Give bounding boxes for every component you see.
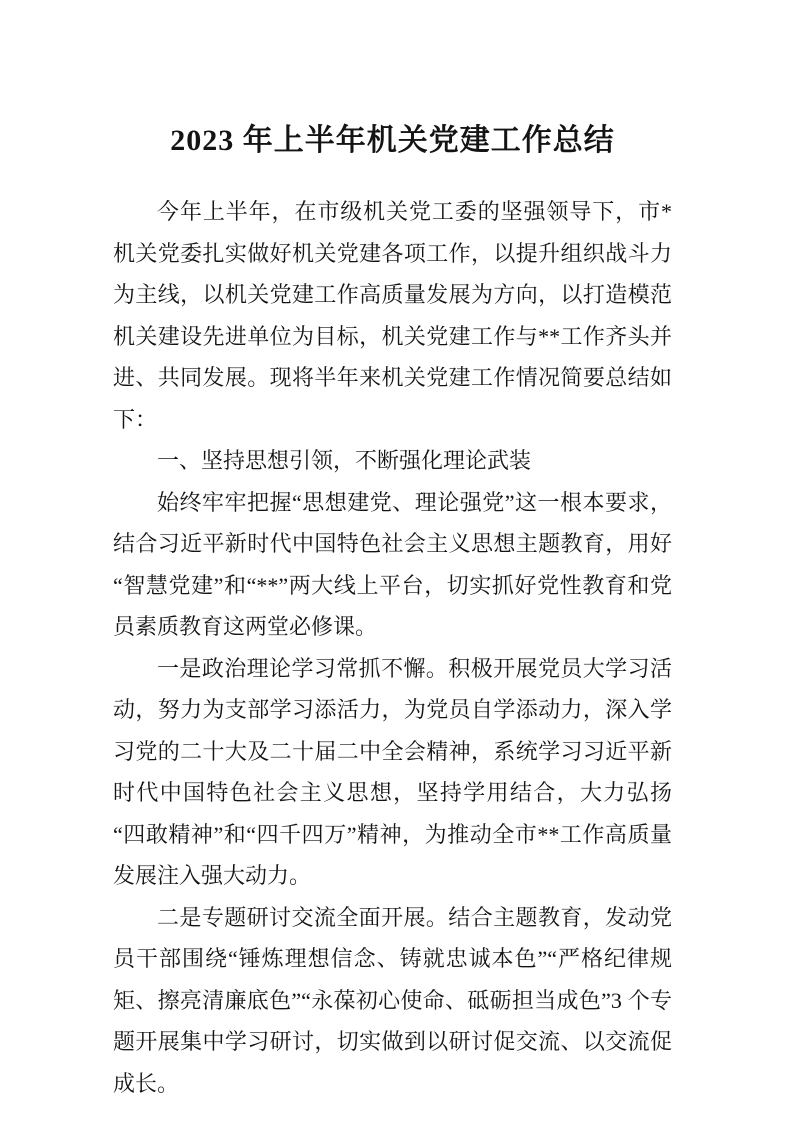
paragraph-seminar-exchange: 二是专题研讨交流全面开展。结合主题教育，发动党员干部围绕“锤炼理想信念、铸就忠诚本色”“严格纪律规矩、擦亮清廉底色”“永葆初心使命、砥砺担当成色”3 个专题开展集中学习研讨，切实做到以研讨促交流、以交流促成长。	[113, 904, 672, 1096]
paragraph-political-study: 一是政治理论学习常抓不懈。积极开展党员大学习活动，努力为支部学习添活力，为党员自学添动力，深入学习党的二十大及二十届二中全会精神，系统学习习近平新时代中国特色社会主义思想，坚持学用结合，大力弘扬“四敢精神”和“四千四万”精神，为推动全市**工作高质量发展注入强大动力。	[113, 655, 672, 888]
section-heading-1: 一、坚持思想引领，不断强化理论武装	[157, 448, 532, 473]
paragraph-intro: 今年上半年，在市级机关党工委的坚强领导下，市*机关党委扎实做好机关党建各项工作，以提升组织战斗力为主线，以机关党建工作高质量发展为方向，以打造模范机关建设先进单位为目标，机关党建工作与**工作齐头并进、共同发展。现将半年来机关党建工作情况简要总结如下：	[113, 199, 672, 432]
document-title: 2023 年上半年机关党建工作总结	[170, 124, 615, 157]
paragraph-theory-armament: 始终牢牢把握“思想建党、理论强党”这一根本要求，结合习近平新时代中国特色社会主义思想主题教育，用好“智慧党建”和“**”两大线上平台，切实抓好党性教育和党员素质教育这两堂必修课。	[113, 489, 672, 639]
document-content	[113, 121, 672, 1104]
